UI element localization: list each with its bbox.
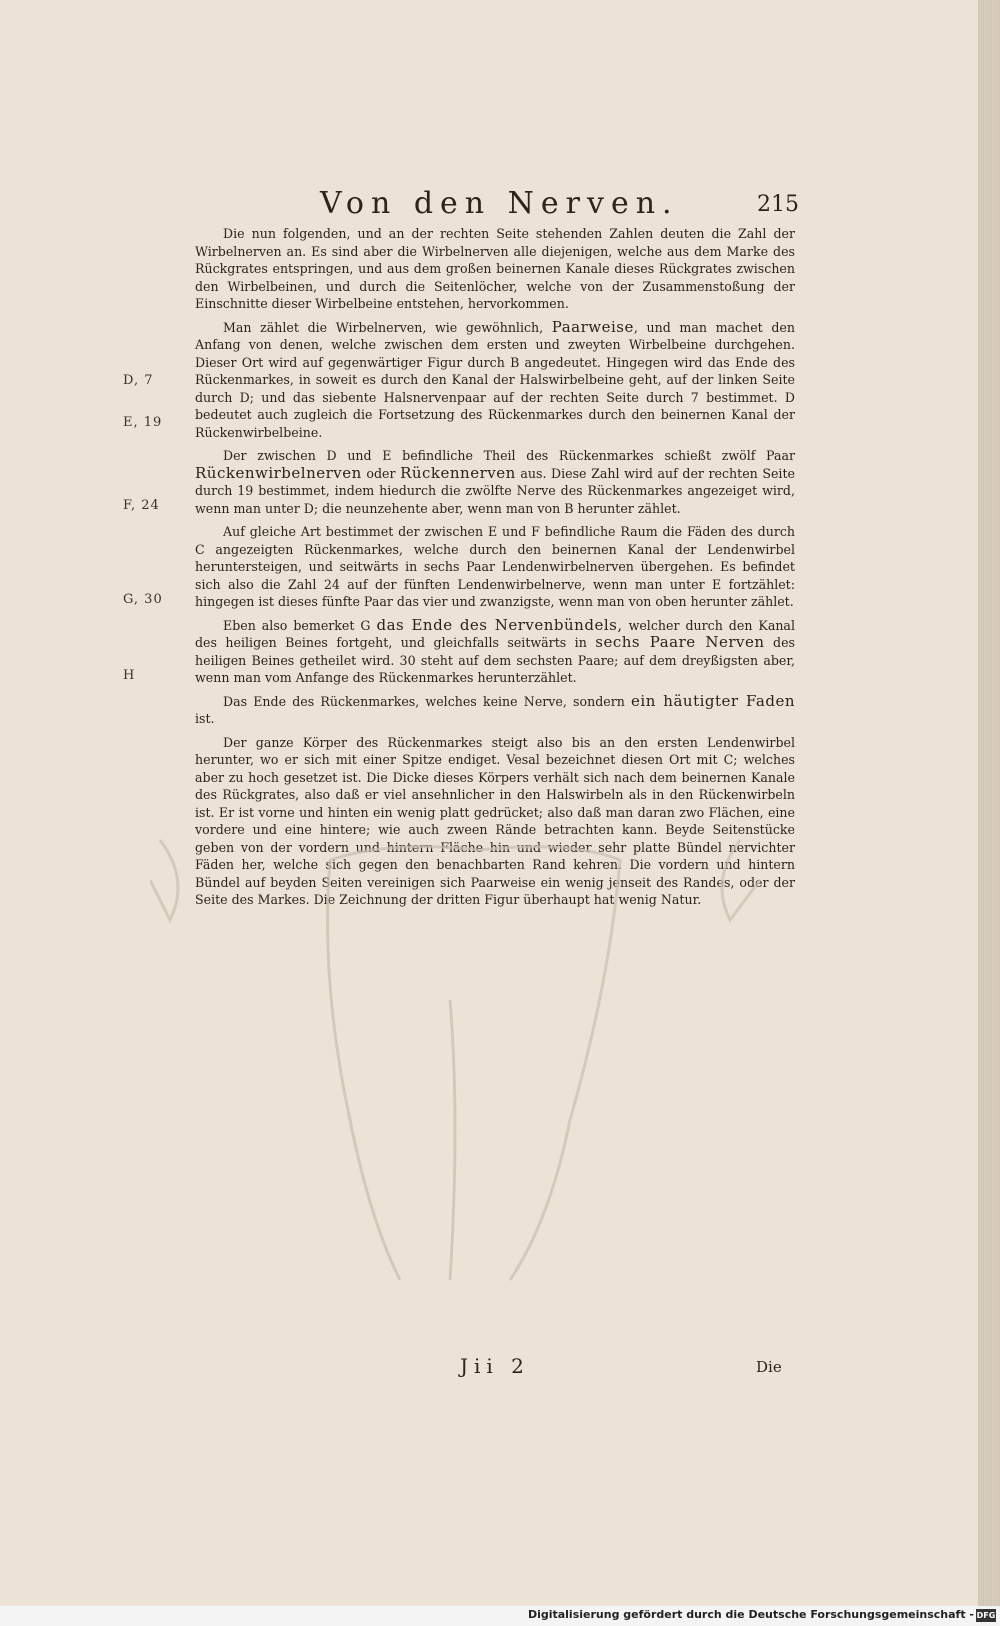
catchword: Die xyxy=(756,1358,782,1376)
running-title: Von den Nerven. xyxy=(320,186,679,221)
emphasis-rueckennerven: Rückennerven xyxy=(400,463,516,482)
signature-mark: Jii 2 xyxy=(460,1354,530,1378)
margin-note-f24: F, 24 xyxy=(123,498,160,513)
paragraph-7: Der ganze Körper des Rückenmarkes steigt also bis an den ersten Lendenwirbel herunter, wo er sich mit einer Spitze endiget. Vesal bezeichnet diesen Ort mit C; welches aber zu hoch gesetzet ist. Die Dicke dieses Körpers verhält sich nach dem beinernen Kanale des Rückgrates, also daß er viel ansehnlicher in den Halswirbeln als in den Rückenwirbeln ist. Er ist vorne und hinten ein wenig platt gedrücket; also daß man daran zwo Flächen, eine vordere und eine hintere; wie auch zween Rände betrachten kann. Beyde Seitenstücke geben von der vordern und hintern Fläche hin und wieder sehr platte Bündel nervichter Fäden her, welche sich gegen den benachbarten Rand kehren. Die vordern und hintern Bündel auf beyden Seiten vereinigen sich Paarweise ein wenig jenseit des Randes, oder der Seite des Markes. Die Zeichnung der dritten Figur überhaupt hat wenig Natur. xyxy=(195,734,795,907)
paragraph-1: Die nun folgenden, und an der rechten Seite stehenden Zahlen deuten die Zahl der Wirbelnerven an. Es sind aber die Wirbelnerven alle diejenigen, welche aus dem Marke des Rückgrates entspringen, und aus dem großen beinernen Kanale dieses Rückgrates zwischen den Wirbelbeinen, und durch die Seitenlöcher, welche von der Zusammenstoßung der Einschnitte dieser Wirbelbeine entstehen, hervorkommen. xyxy=(195,226,795,311)
dfg-logo: DFG xyxy=(976,1611,996,1620)
bleed-through-illustration xyxy=(150,820,800,1290)
emphasis-rueckenwirbelnerven: Rückenwirbelnerven xyxy=(195,463,362,482)
margin-note-d7: D, 7 xyxy=(123,373,154,388)
paragraph-3: Der zwischen D und E befindliche Theil des Rückenmarkes schießt zwölf Paar Rückenwirbelnerven oder Rückennerven aus. Diese Zahl wird auf der rechten Seite durch 19 bestimmet, indem hiedurch die zwölfte Nerve des Rückenmarkes angezeiget wird, wenn man unter D; die neunzehente aber, wenn man von B herunter zählet. xyxy=(195,448,795,516)
body-text xyxy=(195,225,795,915)
emphasis-sechs-paare: sechs Paare Nerven xyxy=(595,633,765,651)
paragraph-5: Eben also bemerket G das Ende des Nervenbündels, welcher durch den Kanal des heiligen Beines fortgeht, und gleichfalls seitwärts in sechs Paare Nerven des heiligen Beines getheilet wird. 30 steht auf dem sechsten Paare; auf dem dreyßigsten aber, wenn man vom Anfange des Rückenmarkes herunterzählet. xyxy=(195,615,795,685)
paragraph-6: Das Ende des Rückenmarkes, welches keine Nerve, sondern ein häutigter Faden ist. xyxy=(195,691,795,726)
emphasis-nervenbuendel: das Ende des Nervenbündels, xyxy=(376,615,623,634)
margin-note-h: H xyxy=(123,668,136,683)
margin-note-e19: E, 19 xyxy=(123,415,163,430)
page-stack-edge xyxy=(978,0,1000,1606)
emphasis-faden: ein häutigter Faden xyxy=(631,691,795,710)
digitization-banner xyxy=(0,1606,1000,1626)
emphasis-paarweise: Paarweise xyxy=(551,317,634,336)
banner-text: Digitalisierung gefördert durch die Deutsche Forschungsgemeinschaft - xyxy=(527,1608,974,1621)
paragraph-2: Man zählet die Wirbelnerven, wie gewöhnlich, Paarweise, und man machet den Anfang von denen, welche zwischen dem ersten und zweyten Wirbelbeine durchgehen. Dieser Ort wird auf gegenwärtiger Figur durch B angedeutet. Hingegen wird das Ende des Rückenmarkes, in soweit es durch den Kanal der Halswirbelbeine geht, auf der linken Seite durch D; und das siebente Halsnervenpaar auf der rechten Seite durch 7 bestimmet. D bedeutet auch zugleich die Fortsetzung des Rückenmarkes durch den beinernen Kanal der Rückenwirbelbeine. xyxy=(195,317,795,440)
margin-note-g30: G, 30 xyxy=(123,592,163,607)
paragraph-4: Auf gleiche Art bestimmet der zwischen E und F befindliche Raum die Fäden des durch C angezeigten Rückenmarkes, welche durch den beinernen Kanal der Lendenwirbel heruntersteigen, und seitwärts in sechs Paar Lendenwirbelnerven übergehen. Es befindet sich also die Zahl 24 auf der fünften Lendenwirbelnerve, wenn man unter E fortzählet: hingegen ist dieses fünfte Paar das vier und zwanzigste, wenn man von oben herunter zählet. xyxy=(195,524,795,609)
page-number: 215 xyxy=(757,192,799,217)
